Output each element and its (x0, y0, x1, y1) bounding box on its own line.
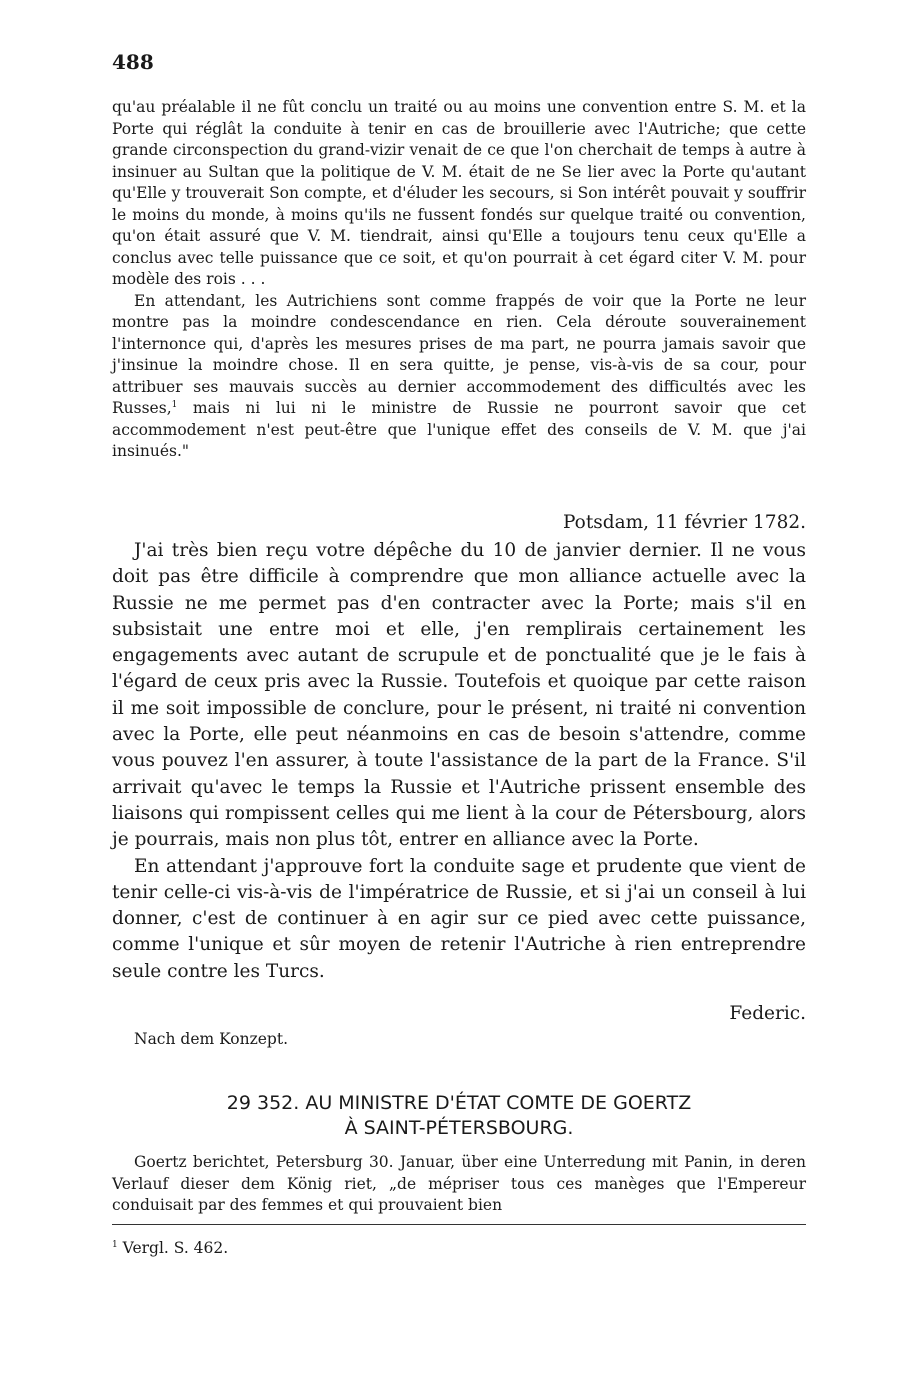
report-paragraph-2-text: En attendant, les Autrichiens sont comme frappés de voir que la Porte ne leur montre pas la moindre condescendance en rien. Cela déroute souverainement l'internonce qui, d'après les mesures prises de ma part, ne pourra jamais savoir que j'insinue la moindre chose. Il en sera quitte, je pense, vis-à-vis de sa cour, pour attribuer ses mauvais succès au dernier accommodement des difficultés avec les Russes, (112, 291, 806, 417)
letter-dateline: Potsdam, 11 février 1782. (562, 512, 806, 533)
footnote-text: Vergl. S. 462. (122, 1239, 229, 1257)
footnote-reference: 1 (171, 400, 178, 410)
preceding-report (112, 97, 806, 463)
footnote (112, 1239, 228, 1257)
heading-line-2: À SAINT-PÉTERSBOURG. (344, 1117, 574, 1139)
footnote-marker: 1 (112, 1240, 118, 1250)
summary-paragraph: Goertz berichtet, Petersburg 30. Januar, über eine Unterredung mit Panin, in deren Verlauf dieser dem König riet, „de mépriser tous ces manèges que l'Empereur conduisait par des femmes et qui prouvaient bien (112, 1153, 806, 1214)
signature: Federic. (729, 1003, 806, 1024)
letter-body (112, 538, 806, 985)
report-paragraph-1: qu'au préalable il ne fût conclu un traité ou au moins une convention entre S. M. et la Porte qui réglât la conduite à tenir en cas de brouillerie avec l'Autriche; que cette grande circonspection du grand-vizir venait de ce que l'on cherchait de temps à autre à insinuer au Sultan que la politique de V. M. était de ne Se lier avec la Porte qu'autant qu'Elle y trouverait Son compte, et d'éluder les secours, si Son intérêt pouvait y souffrir le moins du monde, à moins qu'ils ne fussent fondés sur quelque traité ou convention, qu'on était assuré que V. M. tiendrait, ainsi qu'Elle a toujours tenu ceux qu'Elle a conclus avec telle puissance que ce soit, et qu'on pourrait à cet égard citer V. M. pour modèle des rois . . . (112, 98, 806, 288)
letter-paragraph-2: En attendant j'approuve fort la conduite sage et prudente que vient de tenir celle-ci vis-à-vis de l'impératrice de Russie, et si j'ai un conseil à lui donner, c'est de continuer à en agir sur ce pied avec cette puissance, comme l'unique et sûr moyen de retenir l'Autriche à rien entreprendre seule contre les Turcs. (112, 855, 806, 982)
letter-paragraph-1: J'ai très bien reçu votre dépêche du 10 de janvier dernier. Il ne vous doit pas être difficile à comprendre que mon alliance actuelle avec la Russie ne me permet pas d'en contracter avec la Porte; mais s'il en subsistait une entre moi et elle, j'en remplirais certainement les engagements avec autant de scrupule et de ponctualité que je le fais à l'égard de ceux pris avec la Russie. Toutefois et quoique par cette raison il me soit impossible de conclure, pour le présent, ni traité ni convention avec la Porte, elle peut néanmoins en cas de besoin s'attendre, comme vous pouvez l'en assurer, à toute l'assistance de la part de la France. S'il arrivait qu'avec le temps la Russie et l'Autriche prissent ensemble des liaisons qui rompissent celles qui me lient à la cour de Pétersbourg, alors je pourrais, mais non plus tôt, entrer en alliance avec la Porte. (112, 540, 806, 851)
document-heading (112, 1091, 806, 1141)
report-paragraph-2 (112, 291, 806, 463)
report-paragraph-2-continuation: mais ni lui ni le ministre de Russie ne pourront savoir que cet accommodement n'est peut-être que l'unique effet des conseils de V. M. que j'ai insinués." (112, 399, 807, 460)
footnote-divider (112, 1224, 806, 1225)
document-summary (112, 1152, 806, 1217)
heading-line-1: 29 352. AU MINISTRE D'ÉTAT COMTE DE GOERTZ (226, 1092, 692, 1114)
source-note: Nach dem Konzept. (134, 1030, 289, 1048)
page-number: 488 (112, 50, 154, 74)
